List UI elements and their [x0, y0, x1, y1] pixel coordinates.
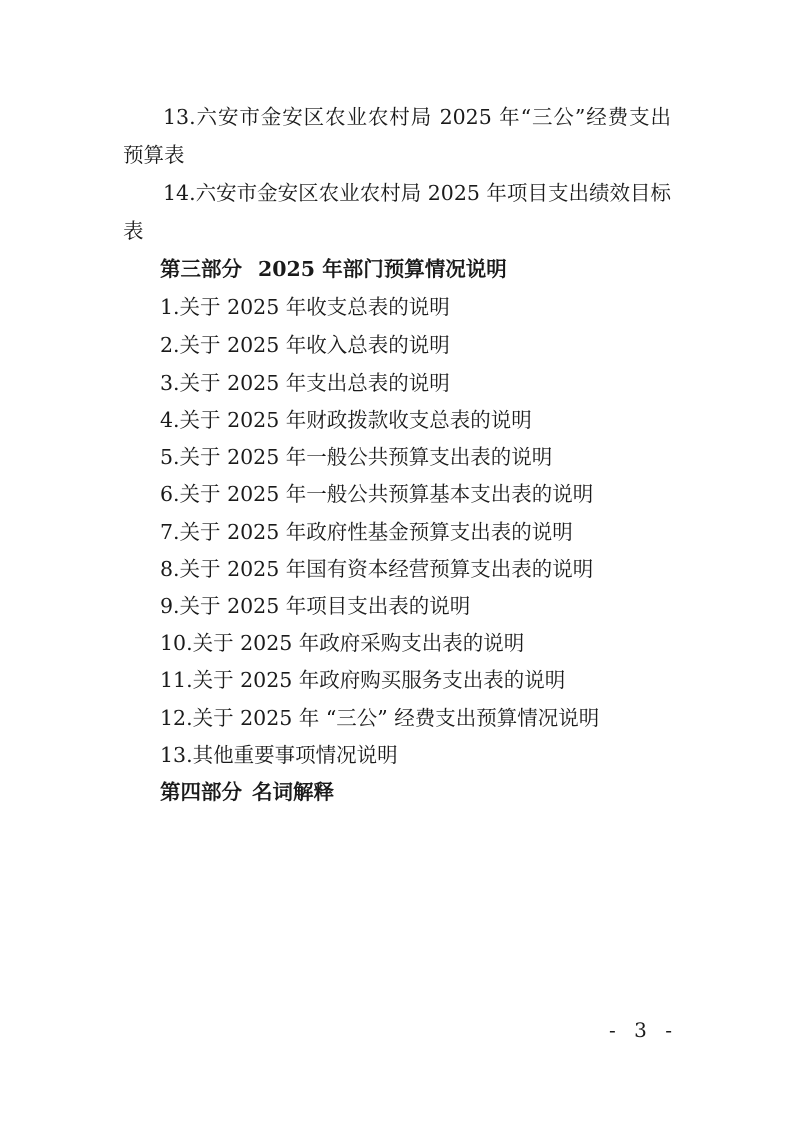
toc-item-14-part2: 14.六安市金安区农业农村局 2025 年项目支出绩效目标表	[123, 181, 671, 243]
toc-part3-item: 7.关于 2025 年政府性基金预算支出表的说明	[160, 520, 573, 544]
toc-part3-item: 8.关于 2025 年国有资本经营预算支出表的说明	[160, 557, 594, 581]
toc-part3-item: 10.关于 2025 年政府采购支出表的说明	[160, 631, 525, 655]
toc-part3-item: 11.关于 2025 年政府购买服务支出表的说明	[160, 668, 566, 692]
toc-part3-item: 12.关于 2025 年 “三公” 经费支出预算情况说明	[160, 706, 600, 730]
part4-heading	[160, 773, 334, 811]
toc-part3-item: 3.关于 2025 年支出总表的说明	[160, 371, 450, 395]
toc-part3-item: 5.关于 2025 年一般公共预算支出表的说明	[160, 445, 553, 469]
part3-label: 第三部分	[160, 257, 242, 281]
toc-part3-item: 13.其他重要事项情况说明	[160, 743, 398, 767]
toc-part3-item: 4.关于 2025 年财政拨款收支总表的说明	[160, 408, 532, 432]
part4-title: 名词解释	[252, 780, 334, 804]
toc-part3-item: 2.关于 2025 年收入总表的说明	[160, 333, 450, 357]
toc-part3-item: 6.关于 2025 年一般公共预算基本支出表的说明	[160, 482, 594, 506]
part4-label: 第四部分	[160, 780, 242, 804]
toc-item-13-part2: 13.六安市金安区农业农村局 2025 年“三公”经费支出预算表	[123, 105, 671, 167]
toc-part3-item: 1.关于 2025 年收支总表的说明	[160, 295, 450, 319]
part3-heading	[160, 250, 507, 288]
page-number: - 3 -	[609, 1018, 678, 1042]
toc-part3-item: 9.关于 2025 年项目支出表的说明	[160, 594, 471, 618]
part3-title: 2025 年部门预算情况说明	[258, 257, 507, 281]
